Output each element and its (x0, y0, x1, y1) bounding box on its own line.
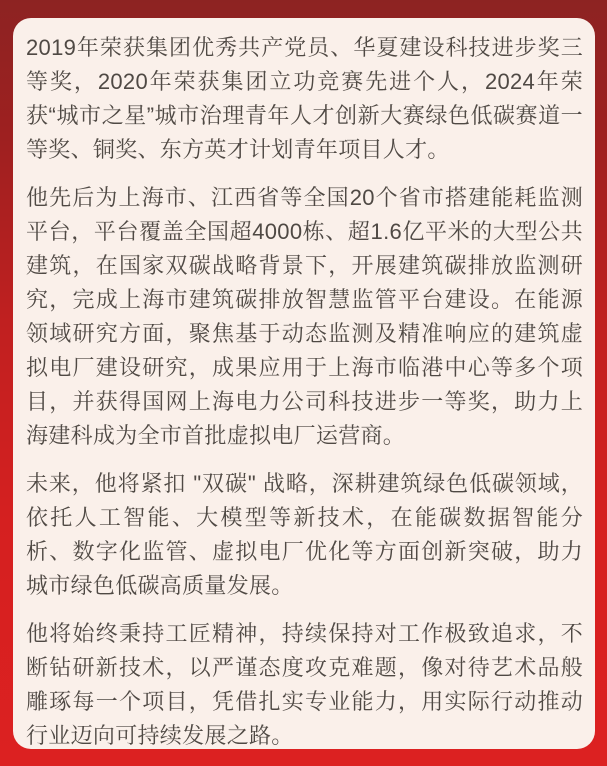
bio-paragraph-achievements: 他先后为上海市、江西省等全国20个省市搭建能耗监测平台，平台覆盖全国超4000栋、超1.6亿平米的大型公共建筑，在国家双碳战略背景下，开展建筑碳排放监测研究，完成上海市建筑碳排放智慧监管平台建设。在能源领域研究方面，聚焦基于动态监测及精准响应的建筑虚拟电厂建设研究，成果应用于上海市临港中心等多个项目，并获得国网上海电力公司科技进步一等奖，助力上海建科成为全市首批虚拟电厂运营商。 (26, 185, 583, 448)
bio-paragraph-awards: 2019年荣获集团优秀共产党员、华夏建设科技进步奖三等奖，2020年荣获集团立功竞赛先进个人，2024年荣获“城市之星”城市治理青年人才创新大赛绿色低碳赛道一等奖、铜奖、东方英才计划青年项目人才。 (26, 35, 583, 162)
bio-paragraph-craftsmanship: 他将始终秉持工匠精神，持续保持对工作极致追求，不断钻研新技术，以严谨态度攻克难题，像对待艺术品般雕琢每一个项目，凭借扎实专业能力，用实际行动推动行业迈向可持续发展之路。 (26, 621, 583, 748)
bio-paragraph-future-plans: 未来，他将紧扣 "双碳" 战略，深耕建筑绿色低碳领域，依托人工智能、大模型等新技术，在能碳数据智能分析、数字化监管、虚拟电厂优化等方面创新突破，助力城市绿色低碳高质量发展。 (26, 471, 583, 598)
article-card (13, 18, 595, 749)
